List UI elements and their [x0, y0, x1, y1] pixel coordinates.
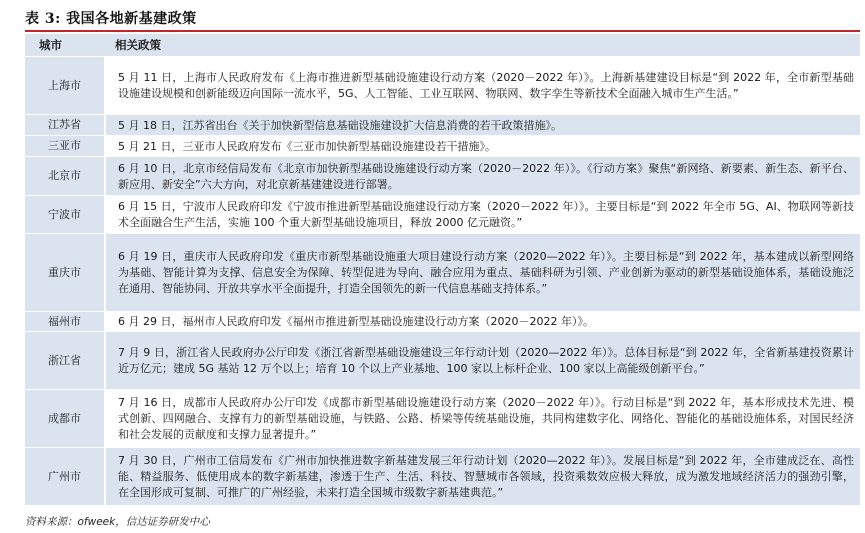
city-cell: 三亚市 [25, 136, 105, 157]
table-row [25, 332, 860, 390]
table-header-row [25, 34, 860, 57]
policy-cell: 6 月 15 日，宁波市人民政府印发《宁波市推进新型基础设施建设行动方案（2020－2022 年）》。主要目标是“到 2022 年全市 5G、AI、物联网等新技术全面融合生产生活，实施 100 个重大新型基础设施项目，释放 2000 亿元融资。” [105, 196, 860, 234]
table-caption: 表 3: 我国各地新基建政策 [25, 11, 197, 27]
table-row [25, 448, 860, 506]
header-city: 城市 [25, 34, 105, 57]
source-note: 资料来源：ofweek，信达证券研发中心 [25, 516, 210, 528]
table-row [25, 157, 860, 196]
header-policy: 相关政策 [105, 34, 860, 57]
policy-table [25, 34, 860, 506]
table-row [25, 312, 860, 332]
policy-cell: 7 月 16 日，成都市人民政府办公厅印发《成都市新型基础设施建设行动方案（2020－2022 年）》。行动目标是“到 2022 年，基本形成技术先进、模式创新、四网融合、支撑有力的新型基础设施，与铁路、公路、桥梁等传统基础设施，共同构建数字化、网络化、智能化的基础设施体系，对国民经济和社会发展的贡献度和支撑力显著提升。” [105, 390, 860, 448]
city-cell: 上海市 [25, 57, 105, 115]
city-cell: 宁波市 [25, 196, 105, 234]
policy-cell: 6 月 29 日，福州市人民政府印发《福州市推进新型基础设施建设行动方案（2020－2022 年）》。 [105, 312, 860, 332]
policy-cell: 5 月 18 日，江苏省出台《关于加快新型信息基础设施建设扩大信息消费的若干政策措施》。 [105, 115, 860, 136]
city-cell: 江苏省 [25, 115, 105, 136]
policy-cell: 7 月 30 日，广州市工信局发布《广州市加快推进数字新基建发展三年行动计划（2020—2022 年）》。发展目标是“到 2022 年，全市建成泛在、高性能、精益服务、低使用成本的数字新基建，渗透于生产、生活、科技、智慧城市各领域，投资乘数效应极大释放，成为激发地域经济活力的强劲引擎，在全国形成可复制、可推广的广州经验，未来打造全国城市级数字新基建典范。” [105, 448, 860, 506]
table-row [25, 234, 860, 312]
policy-cell: 5 月 11 日，上海市人民政府发布《上海市推进新型基础设施建设行动方案（2020－2022 年）》。上海新基建建设目标是“到 2022 年，全市新型基础设施建设规模和创新能级迈向国际一流水平，5G、人工智能、工业互联网、物联网、数字孪生等新技术全面融入城市生产生活。” [105, 57, 860, 115]
table-row [25, 196, 860, 234]
city-cell: 重庆市 [25, 234, 105, 312]
table-row [25, 57, 860, 115]
city-cell: 成都市 [25, 390, 105, 448]
policy-cell: 6 月 10 日，北京市经信局发布《北京市加快新型基础设施建设行动方案（2020－2022 年）》。《行动方案》聚焦“新网络、新要素、新生态、新平台、新应用、新安全”六大方向，对北京新基建建设进行部署。 [105, 157, 860, 196]
policy-cell: 5 月 21 日，三亚市人民政府发布《三亚市加快新型基础设施建设若干措施》。 [105, 136, 860, 157]
city-cell: 北京市 [25, 157, 105, 196]
table-row [25, 390, 860, 448]
caption-divider [25, 30, 860, 32]
table-row [25, 115, 860, 136]
city-cell: 广州市 [25, 448, 105, 506]
policy-cell: 6 月 19 日，重庆市人民政府印发《重庆市新型基础设施重大项目建设行动方案（2020—2022 年）》。主要目标是“到 2022 年，基本建成以新型网络为基础、智能计算为支撑、信息安全为保障、转型促进为导向、融合应用为重点、基础科研为引领、产业创新为驱动的新型基础设施体系，基础设施泛在通用、智能协同、开放共享水平全面提升，打造全国领先的新一代信息基础支持体系。” [105, 234, 860, 312]
table-row [25, 136, 860, 157]
city-cell: 浙江省 [25, 332, 105, 390]
city-cell: 福州市 [25, 312, 105, 332]
policy-cell: 7 月 9 日，浙江省人民政府办公厅印发《浙江省新型基础设施建设三年行动计划（2020—2022 年）》。总体目标是“到 2022 年，全省新基建投资累计近万亿元；建成 5G 基站 12 万个以上；培育 10 个以上产业基地、100 家以上标杆企业、100 家以上高能级创新平台。” [105, 332, 860, 390]
